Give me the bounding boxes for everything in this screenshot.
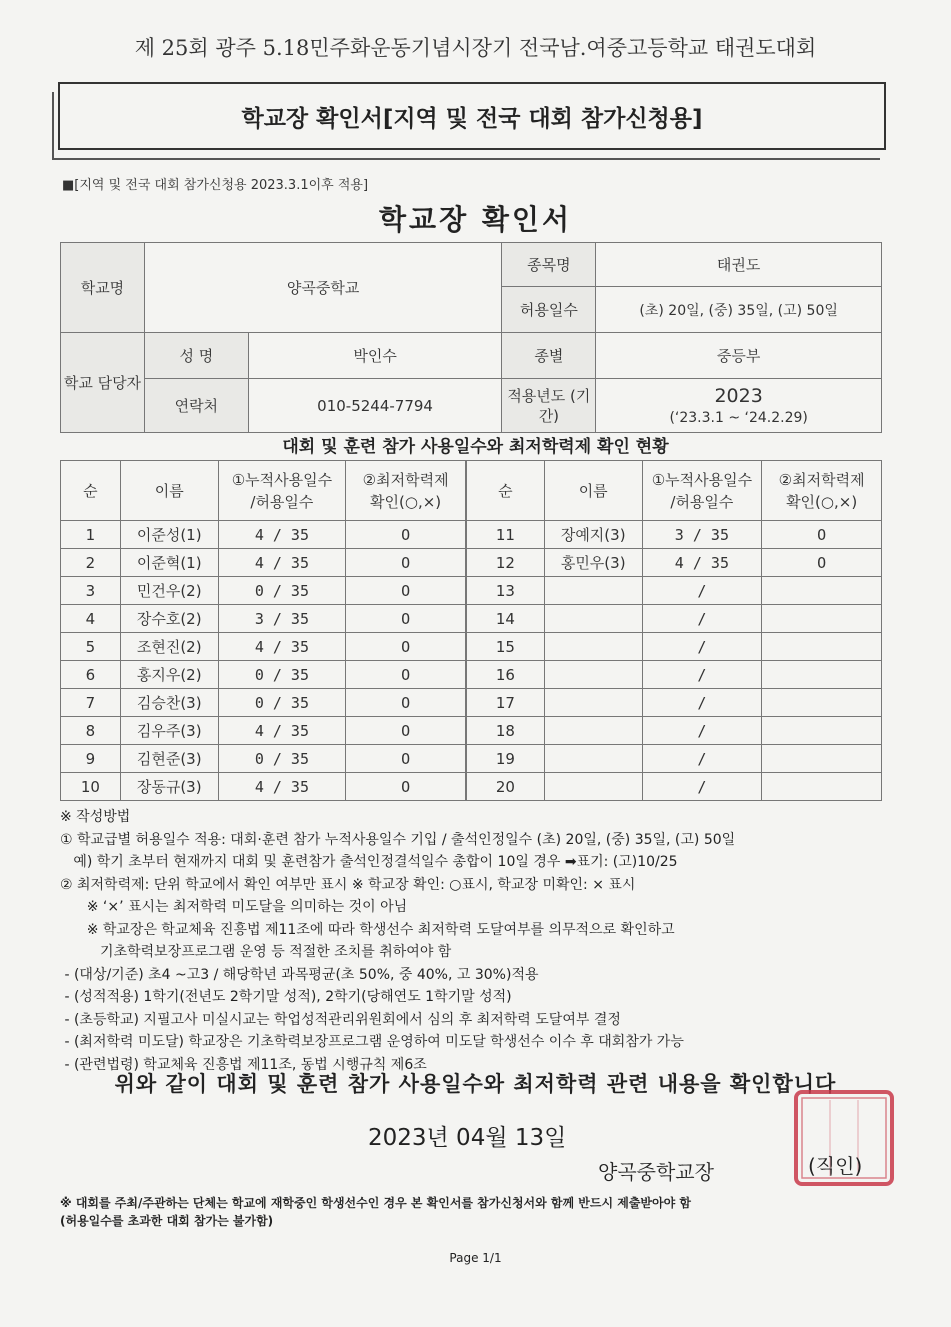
instruction-line: ② 최저학력제: 단위 학교에서 확인 여부만 표시 ※ 학교장 확인: ○표시, 학교장 미확인: × 표시 <box>60 876 636 893</box>
writing-instructions <box>60 806 880 1076</box>
row-number: 9 <box>61 745 121 773</box>
main-title: 학교장 확인서 <box>378 203 573 236</box>
row-number: 8 <box>61 717 121 745</box>
min-academic-check: O <box>346 745 466 773</box>
event-title: 제 25회 광주 5.18민주화운동기념시장기 전국남.여중고등학교 태권도대회 <box>134 36 817 60</box>
days-used: 0 / 35 <box>218 745 346 773</box>
sport-value: 태권도 <box>596 243 882 287</box>
header-days: ①누적사용일수 /허용일수 <box>642 461 762 521</box>
min-academic-check <box>762 745 882 773</box>
table-row <box>61 633 466 661</box>
min-academic-check: O <box>762 521 882 549</box>
school-label: 학교명 <box>61 243 145 333</box>
manager-label: 학교 담당자 <box>61 333 145 433</box>
contact-label: 연락처 <box>144 379 248 433</box>
issue-date: 2023년 04월 13일 <box>368 1125 567 1151</box>
period-value: (‘23.3.1 ~ ‘24.2.29) <box>669 410 808 426</box>
days-used: 4 / 35 <box>218 773 346 801</box>
table-row <box>61 605 466 633</box>
row-number: 6 <box>61 661 121 689</box>
days-used: 3 / 35 <box>642 521 762 549</box>
instruction-line: ① 학교급별 허용일수 적용: 대회·훈련 참가 누적사용일수 기입 / 출석인정일수 (초) 20일, (중) 35일, (고) 50일 <box>60 831 736 848</box>
row-number: 17 <box>467 689 545 717</box>
row-number: 19 <box>467 745 545 773</box>
student-name <box>544 661 642 689</box>
seal-label: (직인) <box>808 1154 863 1178</box>
sport-label: 종목명 <box>502 243 596 287</box>
min-academic-check <box>762 773 882 801</box>
student-name: 민건우(2) <box>120 577 218 605</box>
days-used: / <box>642 577 762 605</box>
min-academic-check <box>762 605 882 633</box>
row-number: 4 <box>61 605 121 633</box>
year-value: 2023 <box>714 385 763 407</box>
category-label: 종별 <box>502 333 596 379</box>
days-used: / <box>642 745 762 773</box>
days-used: / <box>642 717 762 745</box>
table-row <box>467 717 882 745</box>
instruction-line: 기초학력보장프로그램 운영 등 적절한 조치를 취하여야 함 <box>60 944 452 960</box>
row-number: 1 <box>61 521 121 549</box>
row-number: 16 <box>467 661 545 689</box>
days-used: / <box>642 661 762 689</box>
instruction-line: - (관련법령) 학교체육 진흥법 제11조, 동법 시행규칙 제6조 <box>60 1056 427 1073</box>
min-academic-check: O <box>346 661 466 689</box>
year-cell <box>596 379 882 433</box>
student-name <box>544 605 642 633</box>
student-name: 이준성(1) <box>120 521 218 549</box>
table-row <box>467 549 882 577</box>
student-name <box>544 745 642 773</box>
row-number: 14 <box>467 605 545 633</box>
document-type-title: 학교장 확인서[지역 및 전국 대회 참가신청용] <box>241 106 703 132</box>
table-row <box>61 717 466 745</box>
days-used: / <box>642 633 762 661</box>
days-used: / <box>642 605 762 633</box>
footer-note-line: (허용일수를 초과한 대회 참가는 불가함) <box>60 1214 274 1228</box>
school-info-table <box>60 242 882 433</box>
student-name <box>544 773 642 801</box>
category-value: 중등부 <box>596 333 882 379</box>
student-name <box>544 633 642 661</box>
student-name <box>544 577 642 605</box>
instruction-line: - (성적적용) 1학기(전년도 2학기말 성적), 2학기(당해연도 1학기말 성적) <box>60 989 512 1005</box>
min-academic-check: O <box>346 717 466 745</box>
table-row <box>467 577 882 605</box>
instruction-line: ※ ‘×’ 표시는 최저학력 미도달을 의미하는 것이 아님 <box>60 899 408 915</box>
instruction-line: ※ 작성방법 <box>60 809 131 825</box>
instruction-line: - (최저학력 미도달) 학교장은 기초학력보장프로그램 운영하여 미도달 학생선수 이수 후 대회참가 가능 <box>60 1034 684 1050</box>
footer-note-line: ※ 대회를 주최/주관하는 단체는 학교에 재학중인 학생선수인 경우 본 확인서를 참가신청서와 함께 반드시 제출받아야 함 <box>60 1196 691 1210</box>
table-row <box>61 661 466 689</box>
student-name: 김현준(3) <box>120 745 218 773</box>
header-days: ①누적사용일수 /허용일수 <box>218 461 346 521</box>
header-name: 이름 <box>120 461 218 521</box>
student-name: 이준혁(1) <box>120 549 218 577</box>
student-name <box>544 717 642 745</box>
min-academic-check <box>762 689 882 717</box>
min-academic-check <box>762 717 882 745</box>
min-academic-check: O <box>346 773 466 801</box>
status-title: 대회 및 훈련 참가 사용일수와 최저학력제 확인 현황 <box>282 437 669 457</box>
table-row <box>467 773 882 801</box>
days-used: 4 / 35 <box>218 717 346 745</box>
row-number: 2 <box>61 549 121 577</box>
student-name: 장예지(3) <box>544 521 642 549</box>
min-academic-check: O <box>762 549 882 577</box>
confirmation-statement: 위와 같이 대회 및 훈련 참가 사용일수와 최저학력 관련 내용을 확인합니다 <box>114 1072 837 1096</box>
instruction-line: - (초등학교) 지필고사 미실시교는 학업성적관리위원회에서 심의 후 최저학력 도달여부 결정 <box>60 1011 621 1028</box>
row-number: 11 <box>467 521 545 549</box>
min-academic-check: O <box>346 577 466 605</box>
days-used: / <box>642 689 762 717</box>
header-no: 순 <box>61 461 121 521</box>
student-name: 김승찬(3) <box>120 689 218 717</box>
row-number: 7 <box>61 689 121 717</box>
min-academic-check: O <box>346 521 466 549</box>
days-used: 0 / 35 <box>218 689 346 717</box>
days-used: 3 / 35 <box>218 605 346 633</box>
instruction-line: ※ 학교장은 학교체육 진흥법 제11조에 따라 학생선수 최저학력 도달여부를 의무적으로 확인하고 <box>60 921 675 938</box>
student-name: 장수호(2) <box>120 605 218 633</box>
min-academic-check <box>762 577 882 605</box>
student-name: 홍지우(2) <box>120 661 218 689</box>
page-number: Page 1/1 <box>449 1251 502 1265</box>
status-table-right <box>466 460 882 801</box>
footer-note <box>60 1194 900 1230</box>
table-row <box>467 745 882 773</box>
header-name: 이름 <box>544 461 642 521</box>
days-used: 0 / 35 <box>218 577 346 605</box>
days-used: 4 / 35 <box>218 521 346 549</box>
min-academic-check: O <box>346 549 466 577</box>
table-row <box>61 745 466 773</box>
application-note: ■[지역 및 전국 대회 참가신청용 2023.3.1이후 적용] <box>62 178 369 193</box>
row-number: 18 <box>467 717 545 745</box>
row-number: 20 <box>467 773 545 801</box>
days-used: / <box>642 773 762 801</box>
table-row <box>467 661 882 689</box>
student-name <box>544 689 642 717</box>
table-row <box>61 689 466 717</box>
row-number: 12 <box>467 549 545 577</box>
row-number: 10 <box>61 773 121 801</box>
row-number: 15 <box>467 633 545 661</box>
table-row <box>467 633 882 661</box>
table-row <box>61 577 466 605</box>
min-academic-check <box>762 661 882 689</box>
instruction-line: 예) 학기 초부터 현재까지 대회 및 훈련참가 출석인정결석일수 총합이 10일 경우 ➡표기: (고)10/25 <box>60 854 678 870</box>
min-academic-check: O <box>346 605 466 633</box>
header-check: ②최저학력제 확인(○,×) <box>346 461 466 521</box>
student-name: 홍민우(3) <box>544 549 642 577</box>
student-name: 장동규(3) <box>120 773 218 801</box>
manager-name: 박인수 <box>248 333 502 379</box>
allowed-days-value: (초) 20일, (중) 35일, (고) 50일 <box>596 287 882 333</box>
allowed-days-label: 허용일수 <box>502 287 596 333</box>
contact-value: 010-5244-7794 <box>248 379 502 433</box>
days-used: 0 / 35 <box>218 661 346 689</box>
days-used: 4 / 35 <box>642 549 762 577</box>
table-row <box>61 521 466 549</box>
status-table-left <box>60 460 466 801</box>
table-row <box>467 689 882 717</box>
student-name: 조현진(2) <box>120 633 218 661</box>
manager-name-label: 성 명 <box>144 333 248 379</box>
row-number: 13 <box>467 577 545 605</box>
year-label: 적용년도 (기간) <box>502 379 596 433</box>
min-academic-check: O <box>346 689 466 717</box>
instruction-line: - (대상/기준) 초4 ~고3 / 해당학년 과목평균(초 50%, 중 40%, 고 30%)적용 <box>60 966 539 983</box>
min-academic-check: O <box>346 633 466 661</box>
principal-title: 양곡중학교장 <box>598 1160 714 1184</box>
table-row <box>467 521 882 549</box>
table-row <box>61 549 466 577</box>
days-used: 4 / 35 <box>218 549 346 577</box>
days-used: 4 / 35 <box>218 633 346 661</box>
table-row <box>61 773 466 801</box>
table-row <box>467 605 882 633</box>
document-type-box <box>58 82 886 150</box>
header-check: ②최저학력제 확인(○,×) <box>762 461 882 521</box>
min-academic-check <box>762 633 882 661</box>
row-number: 3 <box>61 577 121 605</box>
student-name: 김우주(3) <box>120 717 218 745</box>
header-no: 순 <box>467 461 545 521</box>
school-name: 양곡중학교 <box>144 243 502 333</box>
row-number: 5 <box>61 633 121 661</box>
